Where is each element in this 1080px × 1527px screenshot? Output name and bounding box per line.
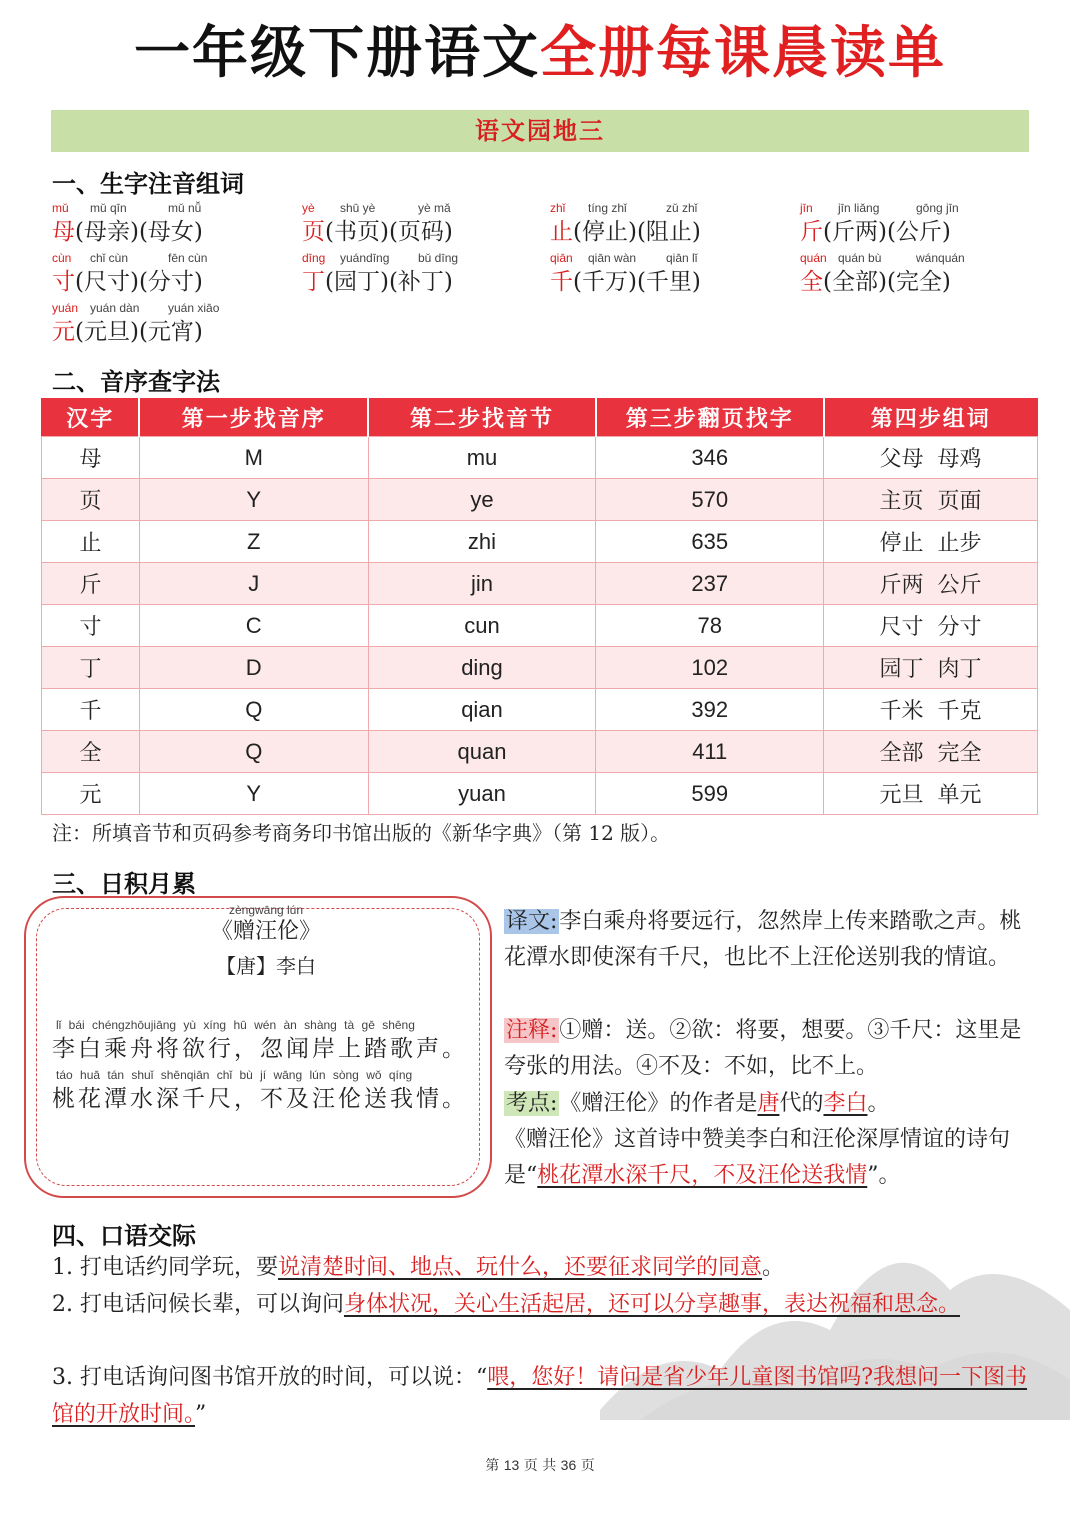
table-cell: 全 bbox=[42, 731, 140, 773]
table-cell: 千 bbox=[42, 689, 140, 731]
table-cell: 止 bbox=[42, 521, 140, 563]
table-row bbox=[42, 563, 1038, 605]
page-footer bbox=[0, 1455, 1080, 1475]
item-answer: 喂，您好！请问是省少年儿童图书馆吗?我想问一下图书馆的开放时间。 bbox=[52, 1365, 1028, 1427]
list-item bbox=[52, 1249, 1032, 1286]
exam-points bbox=[504, 1086, 1034, 1194]
poem-title-pinyin: zèngwāng lún bbox=[228, 903, 304, 917]
item-answer: 身体状况，关心生活起居，还可以分享趣事，表达祝福和思念。 bbox=[343, 1292, 960, 1317]
table-cell: 尺寸 分寸 bbox=[824, 605, 1038, 647]
kaodian-author: 李白 bbox=[823, 1091, 868, 1116]
table-cell: Q bbox=[139, 731, 368, 773]
table-row bbox=[42, 521, 1038, 563]
character-pinyin: zhǐ tíng zhǐ zǔ zhǐ bbox=[550, 201, 698, 215]
kaodian-text: 《赠汪伦》的作者是 bbox=[559, 1091, 758, 1116]
character-item bbox=[52, 300, 219, 348]
kaodian-text: 代的 bbox=[779, 1091, 824, 1116]
table-cell: Q bbox=[139, 689, 368, 731]
section3-heading: 三、日积月累 bbox=[52, 870, 196, 898]
table-cell: 78 bbox=[596, 605, 824, 647]
phonetic-lookup-table bbox=[41, 398, 1038, 815]
table-cell: 102 bbox=[596, 647, 824, 689]
table-cell: cun bbox=[368, 605, 596, 647]
poem-line1-pinyin: lǐ bái chéngzhōujiāng yù xíng hū wén àn shàng tà gē shēng bbox=[56, 1018, 415, 1032]
character-words: 寸(尺寸)(分寸) bbox=[52, 269, 203, 295]
character-pinyin: jīn jīn liǎng gōng jīn bbox=[800, 201, 959, 215]
section2-heading: 二、音序查字法 bbox=[52, 368, 220, 396]
table-row bbox=[42, 647, 1038, 689]
character-pinyin: yè shū yè yè mǎ bbox=[302, 201, 451, 215]
character-item bbox=[52, 200, 203, 248]
table-cell: 411 bbox=[596, 731, 824, 773]
translation bbox=[504, 904, 1034, 976]
title-black: 一年级下册语文 bbox=[134, 21, 540, 86]
translation-tag: 译文: bbox=[506, 909, 558, 934]
table-cell: zhi bbox=[368, 521, 596, 563]
character-item bbox=[302, 200, 453, 248]
character-item bbox=[550, 250, 701, 298]
table-row bbox=[42, 605, 1038, 647]
character-pinyin: qiān qiān wàn qiān lǐ bbox=[550, 251, 698, 265]
character-item bbox=[302, 250, 458, 298]
character-words: 斤(斤两)(公斤) bbox=[800, 219, 951, 245]
table-cell: 元 bbox=[42, 773, 140, 815]
table-header: 第三步翻页找字 bbox=[596, 399, 824, 437]
character-item bbox=[550, 200, 701, 248]
footer-text: 页 共 bbox=[523, 1458, 557, 1474]
table-cell: C bbox=[139, 605, 368, 647]
lesson-banner: 语文园地三 bbox=[51, 110, 1029, 152]
table-cell: 母 bbox=[42, 437, 140, 479]
character-words: 元(元旦)(元宵) bbox=[52, 319, 203, 345]
table-row bbox=[42, 479, 1038, 521]
character-words: 止(停止)(阻止) bbox=[550, 219, 701, 245]
kaodian-text: 。 bbox=[867, 1091, 890, 1116]
character-words: 千(千万)(千里) bbox=[550, 269, 701, 295]
table-cell: 570 bbox=[596, 479, 824, 521]
poem-title: 《赠汪伦》 bbox=[210, 919, 321, 944]
character-item bbox=[800, 200, 959, 248]
character-words: 丁(园丁)(补丁) bbox=[302, 269, 453, 295]
table-cell: Y bbox=[139, 773, 368, 815]
table-cell: Y bbox=[139, 479, 368, 521]
table-row bbox=[42, 731, 1038, 773]
table-cell: 599 bbox=[596, 773, 824, 815]
kaodian-text: ”。 bbox=[867, 1163, 901, 1188]
table-header: 第一步找音序 bbox=[139, 399, 368, 437]
table-cell: 392 bbox=[596, 689, 824, 731]
item-text: 3. 打电话询问图书馆开放的时间，可以说：“ bbox=[52, 1365, 488, 1390]
table-row bbox=[42, 773, 1038, 815]
kaodian-text: 《赠汪伦》这首诗中赞美李白和汪伦深厚情谊的诗句是“ bbox=[504, 1127, 1011, 1188]
table-cell: Z bbox=[139, 521, 368, 563]
table-cell: 全部 完全 bbox=[824, 731, 1038, 773]
item-text: 2. 打电话问候长辈，可以询问 bbox=[52, 1292, 344, 1317]
table-cell: ye bbox=[368, 479, 596, 521]
table-cell: 斤两 公斤 bbox=[824, 563, 1038, 605]
list-item bbox=[52, 1359, 1032, 1433]
page-total: 36 bbox=[560, 1457, 577, 1473]
character-pinyin: mǔ mǔ qīn mǔ nǚ bbox=[52, 201, 202, 215]
character-pinyin: cùn chǐ cùn fēn cùn bbox=[52, 251, 208, 265]
table-cell: 寸 bbox=[42, 605, 140, 647]
poem-line1: 李白乘舟将欲行，忽闻岸上踏歌声。 bbox=[52, 1036, 468, 1062]
table-note: 注：所填音节和页码参考商务印书馆出版的《新华字典》（第 12 版）。 bbox=[52, 821, 671, 845]
title-red: 全册每课晨读单 bbox=[540, 21, 946, 86]
kaodian-tag: 考点: bbox=[506, 1091, 558, 1116]
kaodian-answer: 桃花潭水深千尺，不及汪伦送我情 bbox=[537, 1163, 868, 1188]
character-pinyin: yuán yuán dàn yuán xiāo bbox=[52, 301, 220, 315]
character-words: 母(母亲)(母女) bbox=[52, 219, 203, 245]
poem-author: 【唐】李白 bbox=[216, 954, 316, 978]
table-cell: 停止 止步 bbox=[824, 521, 1038, 563]
page-title bbox=[0, 18, 1080, 90]
notes-tag: 注释: bbox=[506, 1018, 558, 1043]
table-cell: 元旦 单元 bbox=[824, 773, 1038, 815]
character-words: 全(全部)(完全) bbox=[800, 269, 951, 295]
annotations bbox=[504, 1013, 1034, 1085]
item-answer: 说清楚时间、地点、玩什么，还要征求同学的同意 bbox=[277, 1255, 762, 1280]
notes-text: ①赠：送。②欲：将要，想要。③千尺：这里是夸张的用法。④不及：不如，比不上。 bbox=[504, 1018, 1022, 1079]
character-item bbox=[800, 250, 965, 298]
table-cell: 635 bbox=[596, 521, 824, 563]
table-cell: quan bbox=[368, 731, 596, 773]
table-cell: jin bbox=[368, 563, 596, 605]
table-cell: 父母 母鸡 bbox=[824, 437, 1038, 479]
table-cell: yuan bbox=[368, 773, 596, 815]
page-number: 13 bbox=[503, 1457, 520, 1473]
table-cell: 园丁 肉丁 bbox=[824, 647, 1038, 689]
translation-text: 李白乘舟将要远行，忽然岸上传来踏歌之声。桃花潭水即使深有千尺，也比不上汪伦送别我的情谊。 bbox=[504, 909, 1022, 970]
table-cell: ding bbox=[368, 647, 596, 689]
poem-line2-pinyin: táo huā tán shuǐ shēnqiān chǐ bù jí wāng lún sòng wǒ qíng bbox=[56, 1068, 413, 1082]
character-words: 页(书页)(页码) bbox=[302, 219, 453, 245]
table-cell: 主页 页面 bbox=[824, 479, 1038, 521]
character-pinyin: dīng yuándīng bǔ dīng bbox=[302, 251, 459, 265]
table-cell: 346 bbox=[596, 437, 824, 479]
section4-heading: 四、口语交际 bbox=[52, 1222, 196, 1250]
item-text: ” bbox=[195, 1402, 207, 1427]
footer-text: 页 bbox=[580, 1458, 595, 1474]
table-cell: 千米 千克 bbox=[824, 689, 1038, 731]
table-cell: 237 bbox=[596, 563, 824, 605]
table-header: 汉字 bbox=[42, 399, 140, 437]
list-item bbox=[52, 1286, 1032, 1323]
table-cell: 丁 bbox=[42, 647, 140, 689]
table-header: 第二步找音节 bbox=[368, 399, 596, 437]
table-cell: qian bbox=[368, 689, 596, 731]
table-row bbox=[42, 689, 1038, 731]
character-pinyin: quán quán bù wánquán bbox=[800, 251, 965, 265]
table-cell: D bbox=[139, 647, 368, 689]
poem-line2: 桃花潭水深千尺，不及汪伦送我情。 bbox=[52, 1086, 468, 1112]
table-row bbox=[42, 437, 1038, 479]
table-cell: mu bbox=[368, 437, 596, 479]
footer-text: 第 bbox=[485, 1458, 500, 1474]
kaodian-dynasty: 唐 bbox=[757, 1091, 780, 1116]
character-item bbox=[52, 250, 207, 298]
item-text: 1. 打电话约同学玩，要 bbox=[52, 1255, 278, 1280]
table-header: 第四步组词 bbox=[824, 399, 1038, 437]
table-cell: M bbox=[139, 437, 368, 479]
section1-heading: 一、生字注音组词 bbox=[52, 170, 244, 198]
item-text: 。 bbox=[762, 1255, 785, 1280]
table-cell: 页 bbox=[42, 479, 140, 521]
table-cell: 斤 bbox=[42, 563, 140, 605]
table-cell: J bbox=[139, 563, 368, 605]
table-header-row bbox=[42, 399, 1038, 437]
